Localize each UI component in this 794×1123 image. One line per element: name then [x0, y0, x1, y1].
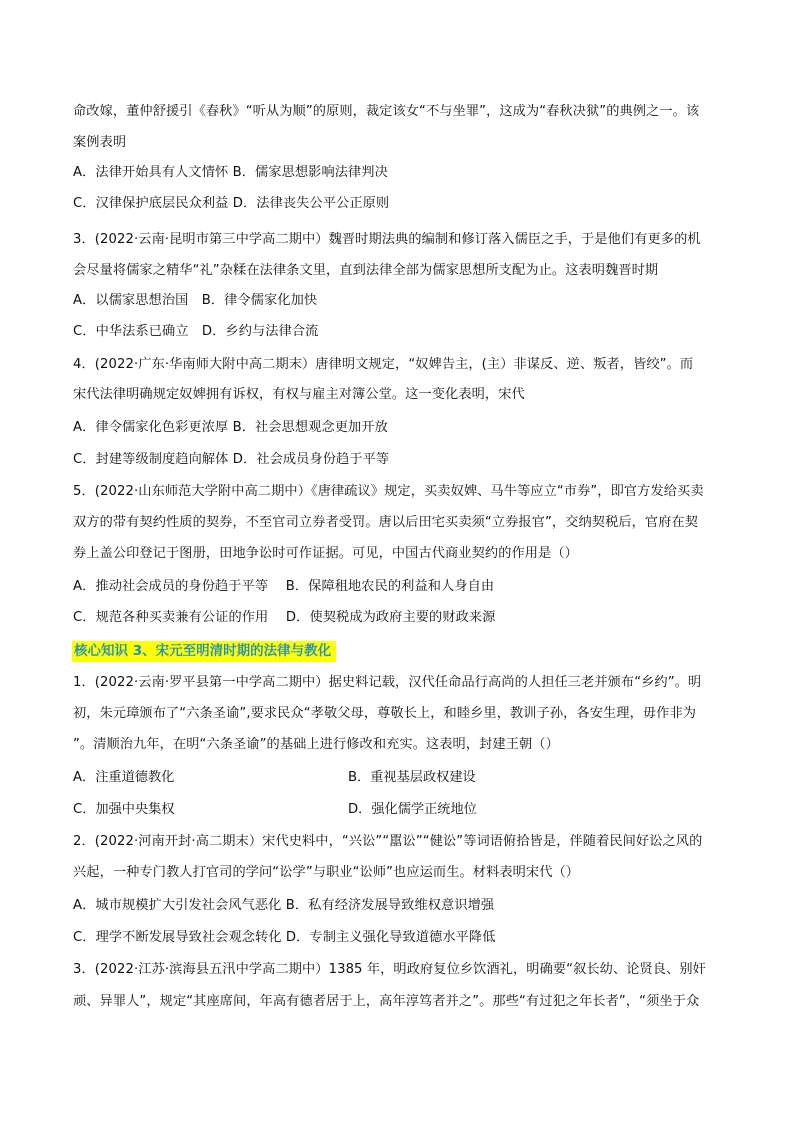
option-line: C．中华法系已确立 D．乡约与法律合流: [73, 324, 319, 339]
option-line: A．律令儒家化色彩更浓厚 B．社会思想观念更加开放: [73, 420, 388, 435]
text-line: 初，朱元璋颁布了“六条圣谕”,要求民众“孝敬父母，尊敬长上，和睦乡里，教训子孙，各安生理，毋作非为: [73, 706, 697, 721]
question-line: 4．(2022·广东·华南师大附中高二期末）唐律明文规定，“奴婢告主，(主）非谋反、逆、叛者，皆绞”。而: [73, 357, 694, 372]
option-c: C．加强中央集权: [73, 802, 175, 817]
text-line: 命改嫁，董仲舒援引《春秋》“听从为顺”的原则，裁定该女“不与坐罪”，这成为“春秋决狱”的典例之一。该: [73, 104, 700, 119]
option-line: A．推动社会成员的身份趋于平等 B．保障租地农民的利益和人身自由: [73, 579, 495, 594]
option-a: A．注重道德教化: [73, 770, 175, 785]
text-line: ”。清顺治九年，在明“六条圣谕”的基础上进行修改和充实。这表明，封建王朝（）: [73, 737, 559, 752]
option-b: B．重视基层政权建设: [348, 770, 476, 785]
option-d: D．强化儒学正统地位: [348, 802, 477, 817]
question-line: 3．(2022·江苏·滨海县五汛中学高二期中）1385 年，明政府复位乡饮酒礼，明确要“叙长幼、论贤良、别奸: [73, 962, 706, 977]
option-line: A．以儒家思想治国 B．律令儒家化加快: [73, 293, 318, 308]
text-line: 兴起，一种专门教人打官司的学问“讼学”与职业“讼师”也应运而生。材料表明宋代（）: [73, 865, 580, 880]
question-line: 3．(2022·云南·昆明市第三中学高二期中）魏晋时期法典的编制和修订落入儒臣之手，于是他们有更多的机: [73, 232, 701, 247]
option-line: C．汉律保护底层民众利益 D．法律丧失公平公正原则: [73, 196, 390, 211]
option-line: A．法律开始具有人文情怀 B．儒家思想影响法律判决: [73, 165, 388, 180]
text-line: 双方的带有契约性质的契券，不至官司立券者受罚。唐以后田宅买卖须“立券报官”，交纳契税后，官府在契: [73, 515, 699, 530]
option-line: A．城市规模扩大引发社会风气恶化 B．私有经济发展导致维权意识增强: [73, 898, 495, 913]
option-line: C．规范各种买卖兼有公证的作用 D．使契税成为政府主要的财政来源: [73, 610, 496, 625]
text-line: 宋代法律明确规定奴婢拥有诉权，有权与雇主对簿公堂。这一变化表明，宋代: [73, 387, 525, 402]
text-line: 会尽量将儒家之精华“礼”杂糅在法律条文里，直到法律全部为儒家思想所支配为止。这表明魏晋时期: [73, 263, 659, 278]
option-line: C．理学不断发展导致社会观念转化 D．专制主义强化导致道德水平降低: [73, 930, 496, 945]
section-heading: 核心知识 3、宋元至明清时期的法律与教化: [72, 641, 336, 662]
option-line: C．封建等级制度趋向解体 D．社会成员身份趋于平等: [73, 452, 390, 467]
text-line: 券上盖公印登记于图册，田地争讼时可作证据。可见，中国古代商业契约的作用是（）: [73, 546, 578, 561]
question-line: 1．(2022·云南·罗平县第一中学高二期中）据史料记载，汉代任命品行高尚的人担任三老并颁布“乡约”。明: [73, 675, 702, 690]
text-line: 顽、异罪人”，规定“其座席间，年高有德者居于上，高年淳笃者并之”。那些“有过犯之年长者”，“须坐于众: [73, 994, 700, 1009]
question-line: 2．(2022·河南开封·高二期末）宋代史料中，“兴讼”“嚚讼”“健讼”等词语俯拾皆是，伴随着民间好讼之风的: [73, 834, 703, 849]
text-line: 案例表明: [73, 135, 127, 150]
question-line: 5．(2022·山东师范大学附中高二期中）《唐律疏议》规定，买卖奴婢、马牛等应立“市券”，即官方发给买卖: [73, 484, 704, 499]
